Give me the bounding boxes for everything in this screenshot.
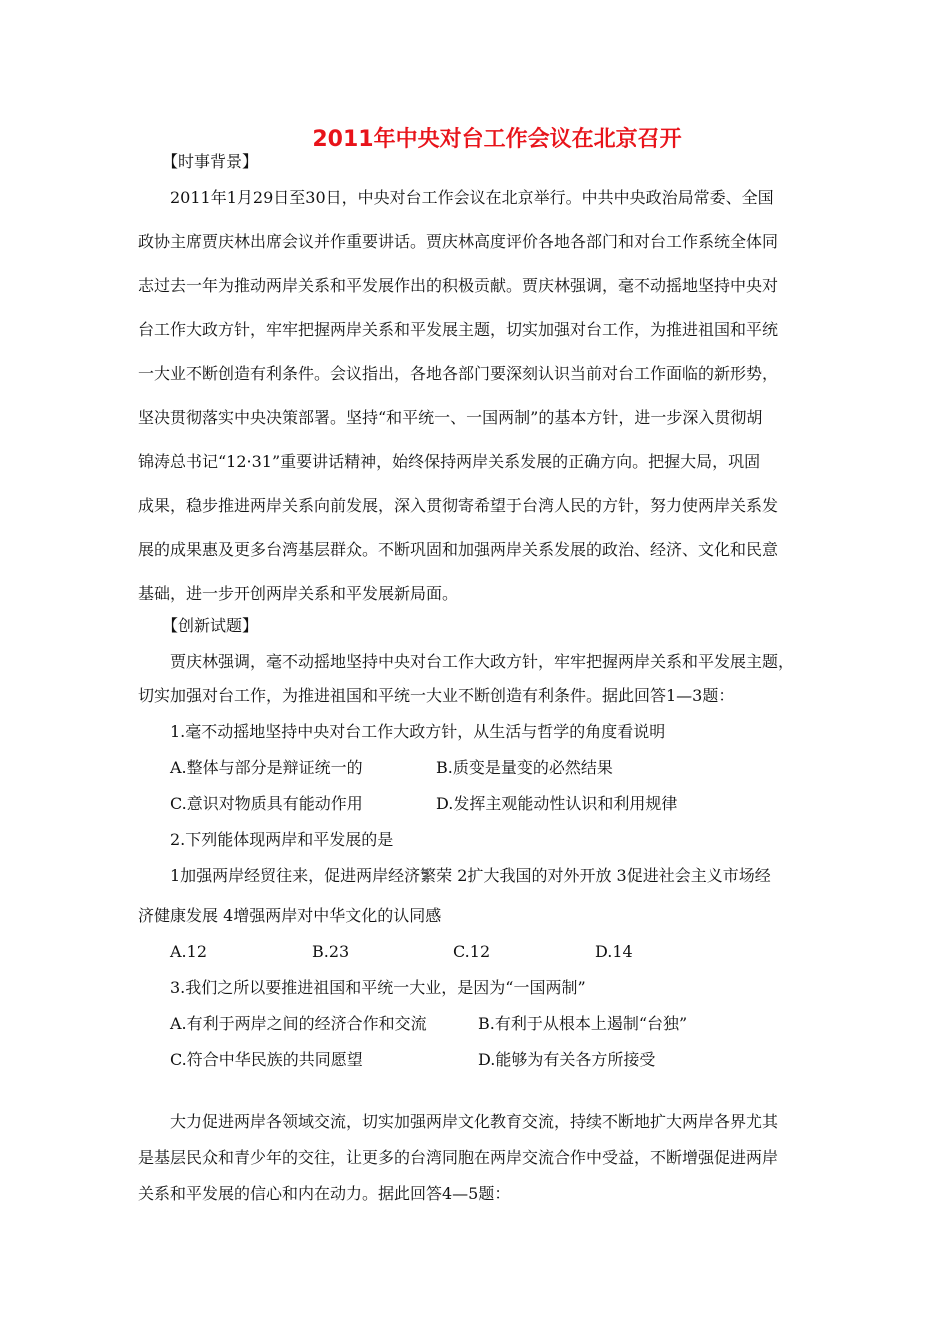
background-line-2: 政协主席贾庆林出席会议并作重要讲话。贾庆林高度评价各地各部门和对台工作系统全体同	[138, 232, 779, 251]
question-2-option-b: B.23	[312, 942, 350, 961]
intro-line-1: 贾庆林强调，毫不动摇地坚持中央对台工作大政方针，牢牢把握两岸关系和平发展主题，	[170, 652, 795, 671]
question-1-option-b: B.质变是量变的必然结果	[436, 758, 613, 777]
paragraph-2-line-2: 是基层民众和青少年的交往，让更多的台湾同胞在两岸交流合作中受益，不断增强促进两岸	[138, 1148, 779, 1167]
question-3-option-d: D.能够为有关各方所接受	[478, 1050, 656, 1069]
section-heading-background: 【时事背景】	[162, 152, 259, 171]
question-2-option-c: C.12	[453, 942, 491, 961]
background-line-9: 展的成果惠及更多台湾基层群众。不断巩固和加强两岸关系发展的政治、经济、文化和民意	[138, 540, 779, 559]
background-line-1: 2011年1月29日至30日，中央对台工作会议在北京举行。中共中央政治局常委、全国	[170, 188, 774, 207]
question-1-stem: 1.毫不动摇地坚持中央对台工作大政方针，从生活与哲学的角度看说明	[170, 722, 666, 741]
question-1-option-d: D.发挥主观能动性认识和利用规律	[436, 794, 678, 813]
intro-line-2: 切实加强对台工作，为推进祖国和平统一大业不断创造有利条件。据此回答1—3题：	[138, 686, 735, 705]
section-heading-questions: 【创新试题】	[162, 616, 259, 635]
background-line-3: 志过去一年为推动两岸关系和平发展作出的积极贡献。贾庆林强调，毫不动摇地坚持中央对	[138, 276, 779, 295]
question-2-choices-line-1: 1加强两岸经贸往来，促进两岸经济繁荣 2扩大我国的对外开放 3促进社会主义市场经	[170, 866, 771, 885]
question-3-option-a: A.有利于两岸之间的经济合作和交流	[170, 1014, 427, 1033]
question-2-choices-line-2: 济健康发展 4增强两岸对中华文化的认同感	[138, 906, 442, 925]
question-3-option-b: B.有利于从根本上遏制“台独”	[478, 1014, 688, 1033]
question-1-option-a: A.整体与部分是辩证统一的	[170, 758, 363, 777]
paragraph-2-line-3: 关系和平发展的信心和内在动力。据此回答4—5题：	[138, 1184, 511, 1203]
background-line-4: 台工作大政方针，牢牢把握两岸关系和平发展主题，切实加强对台工作，为推进祖国和平统	[138, 320, 779, 339]
background-line-5: 一大业不断创造有利条件。会议指出，各地各部门要深刻认识当前对台工作面临的新形势，	[138, 364, 779, 383]
background-line-7: 锦涛总书记“12·31”重要讲话精神，始终保持两岸关系发展的正确方向。把握大局，巩固	[138, 452, 761, 471]
question-2-option-a: A.12	[170, 942, 207, 961]
background-line-6: 坚决贯彻落实中央决策部署。坚持“和平统一、一国两制”的基本方针，进一步深入贯彻胡	[138, 408, 763, 427]
question-1-option-c: C.意识对物质具有能动作用	[170, 794, 363, 813]
question-2-stem: 2.下列能体现两岸和平发展的是	[170, 830, 394, 849]
question-3-stem: 3.我们之所以要推进祖国和平统一大业，是因为“一国两制”	[170, 978, 586, 997]
question-2-option-d: D.14	[595, 942, 633, 961]
background-line-10: 基础，进一步开创两岸关系和平发展新局面。	[138, 584, 459, 603]
question-3-option-c: C.符合中华民族的共同愿望	[170, 1050, 363, 1069]
paragraph-2-line-1: 大力促进两岸各领域交流，切实加强两岸文化教育交流，持续不断地扩大两岸各界尤其	[170, 1112, 779, 1131]
background-line-8: 成果，稳步推进两岸关系向前发展，深入贯彻寄希望于台湾人民的方针，努力使两岸关系发	[138, 496, 779, 515]
page-title: 2011年中央对台工作会议在北京召开	[312, 127, 682, 152]
